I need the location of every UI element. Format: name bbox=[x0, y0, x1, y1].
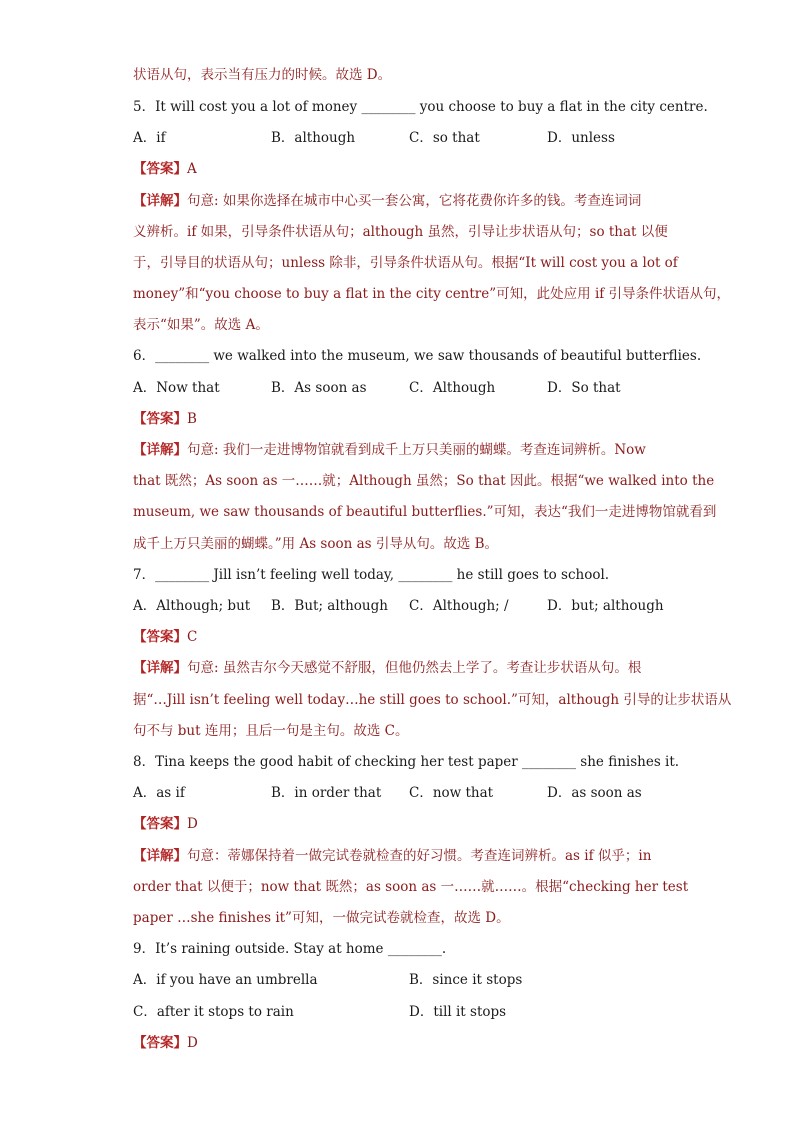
question-6-detail-line-3: museum, we saw thousands of beautiful butterflies.”可知，表达“我们一走进博物馆就看到 bbox=[133, 504, 717, 520]
answer-value: B bbox=[187, 411, 197, 427]
question-5-detail-line-5: 表示“如果”。故选 A。 bbox=[133, 317, 269, 333]
question-7-detail-line-1 bbox=[133, 658, 666, 678]
detail-text: 句意: 虽然吉尔今天感觉不舒服，但他仍然去上学了。考查让步状语从句。根 bbox=[187, 660, 642, 676]
question-7-detail-line-2: 据“…Jill isn’t feeling well today…he still goes to school.”可知，although 引导的让步状语从 bbox=[133, 692, 732, 708]
question-9-option-c: C．after it stops to rain bbox=[133, 1004, 294, 1020]
question-7-stem: 7．________ Jill isn’t feeling well today, ________ he still goes to school. bbox=[133, 567, 610, 583]
question-8-detail-line-2: order that 以便于；now that 既然；as soon as 一……就……。根据“checking her test bbox=[133, 879, 689, 895]
detail-label: 【详解】 bbox=[133, 442, 187, 458]
question-6-option-d: D．So that bbox=[547, 380, 621, 396]
question-6-option-c: C．Although bbox=[409, 380, 496, 396]
question-9-option-d: D．till it stops bbox=[409, 1004, 507, 1020]
question-8-answer bbox=[133, 814, 666, 834]
question-5-answer bbox=[133, 159, 666, 179]
question-5-detail-line-1 bbox=[133, 191, 666, 211]
answer-value: A bbox=[187, 161, 197, 177]
question-9-option-b: B．since it stops bbox=[409, 972, 523, 988]
question-8-option-b: B．in order that bbox=[271, 785, 382, 801]
question-9-answer bbox=[133, 1033, 666, 1053]
answer-label: 【答案】 bbox=[133, 411, 187, 427]
question-6-stem: 6．________ we walked into the museum, we saw thousands of beautiful butterflies. bbox=[133, 348, 702, 364]
question-5-option-a: A．if bbox=[133, 130, 166, 146]
detail-text: 句意：蒂娜保持着一做完试卷就检查的好习惯。考查连词辨析。as if 似乎；in bbox=[187, 848, 652, 864]
question-7-answer bbox=[133, 627, 666, 647]
question-9-stem: 9．It’s raining outside. Stay at home ________. bbox=[133, 941, 447, 957]
answer-value: C bbox=[187, 629, 198, 645]
question-6-option-b: B．As soon as bbox=[271, 380, 367, 396]
answer-value: D bbox=[187, 1035, 198, 1051]
question-7-option-d: D．but; although bbox=[547, 598, 664, 614]
question-6-answer bbox=[133, 409, 666, 429]
detail-text: 句意: 如果你选择在城市中心买一套公寓，它将花费你许多的钱。考查连词词 bbox=[187, 193, 642, 209]
question-8-option-d: D．as soon as bbox=[547, 785, 642, 801]
question-5-detail-line-3: 于，引导目的状语从句；unless 除非，引导条件状语从句。根据“It will cost you a lot of bbox=[133, 255, 678, 271]
question-7-detail-line-3: 句不与 but 连用；且后一句是主句。故选 C。 bbox=[133, 723, 409, 739]
question-5-option-d: D．unless bbox=[547, 130, 615, 146]
previous-detail-tail: 状语从句，表示当有压力的时候。故选 D。 bbox=[133, 67, 392, 83]
question-5-detail-line-4: money”和“you choose to buy a flat in the city centre”可知，此处应用 if 引导条件状语从句， bbox=[133, 286, 731, 302]
question-7-option-b: B．But; although bbox=[271, 598, 388, 614]
answer-label: 【答案】 bbox=[133, 629, 187, 645]
answer-value: D bbox=[187, 816, 198, 832]
question-5-option-c: C．so that bbox=[409, 130, 480, 146]
detail-label: 【详解】 bbox=[133, 193, 187, 209]
detail-text: 句意: 我们一走进博物馆就看到成千上万只美丽的蝴蝶。考查连词辨析。Now bbox=[187, 442, 646, 458]
question-6-option-a: A．Now that bbox=[133, 380, 220, 396]
question-8-option-c: C．now that bbox=[409, 785, 494, 801]
detail-label: 【详解】 bbox=[133, 848, 187, 864]
question-8-detail-line-1 bbox=[133, 846, 666, 866]
question-5-stem: 5．It will cost you a lot of money ________ you choose to buy a flat in the city centre. bbox=[133, 99, 708, 115]
question-9-option-a: A．if you have an umbrella bbox=[133, 972, 318, 988]
question-6-detail-line-4: 成千上万只美丽的蝴蝶。”用 As soon as 引导从句。故选 B。 bbox=[133, 536, 499, 552]
answer-label: 【答案】 bbox=[133, 1035, 187, 1051]
question-6-detail-line-2: that 既然；As soon as 一……就；Although 虽然；So that 因此。根据“we walked into the bbox=[133, 473, 715, 489]
question-7-option-c: C．Although; / bbox=[409, 598, 509, 614]
question-6-detail-line-1 bbox=[133, 440, 666, 460]
answer-label: 【答案】 bbox=[133, 161, 187, 177]
question-8-option-a: A．as if bbox=[133, 785, 185, 801]
detail-label: 【详解】 bbox=[133, 660, 187, 676]
question-7-option-a: A．Although; but bbox=[133, 598, 251, 614]
question-8-detail-line-3: paper …she finishes it”可知，一做完试卷就检查，故选 D。 bbox=[133, 910, 510, 926]
answer-label: 【答案】 bbox=[133, 816, 187, 832]
question-5-option-b: B．although bbox=[271, 130, 356, 146]
question-5-detail-line-2: 义辨析。if 如果，引导条件状语从句；although 虽然，引导让步状语从句；so that 以便 bbox=[133, 224, 668, 240]
question-8-stem: 8．Tina keeps the good habit of checking her test paper ________ she finishes it. bbox=[133, 754, 680, 770]
